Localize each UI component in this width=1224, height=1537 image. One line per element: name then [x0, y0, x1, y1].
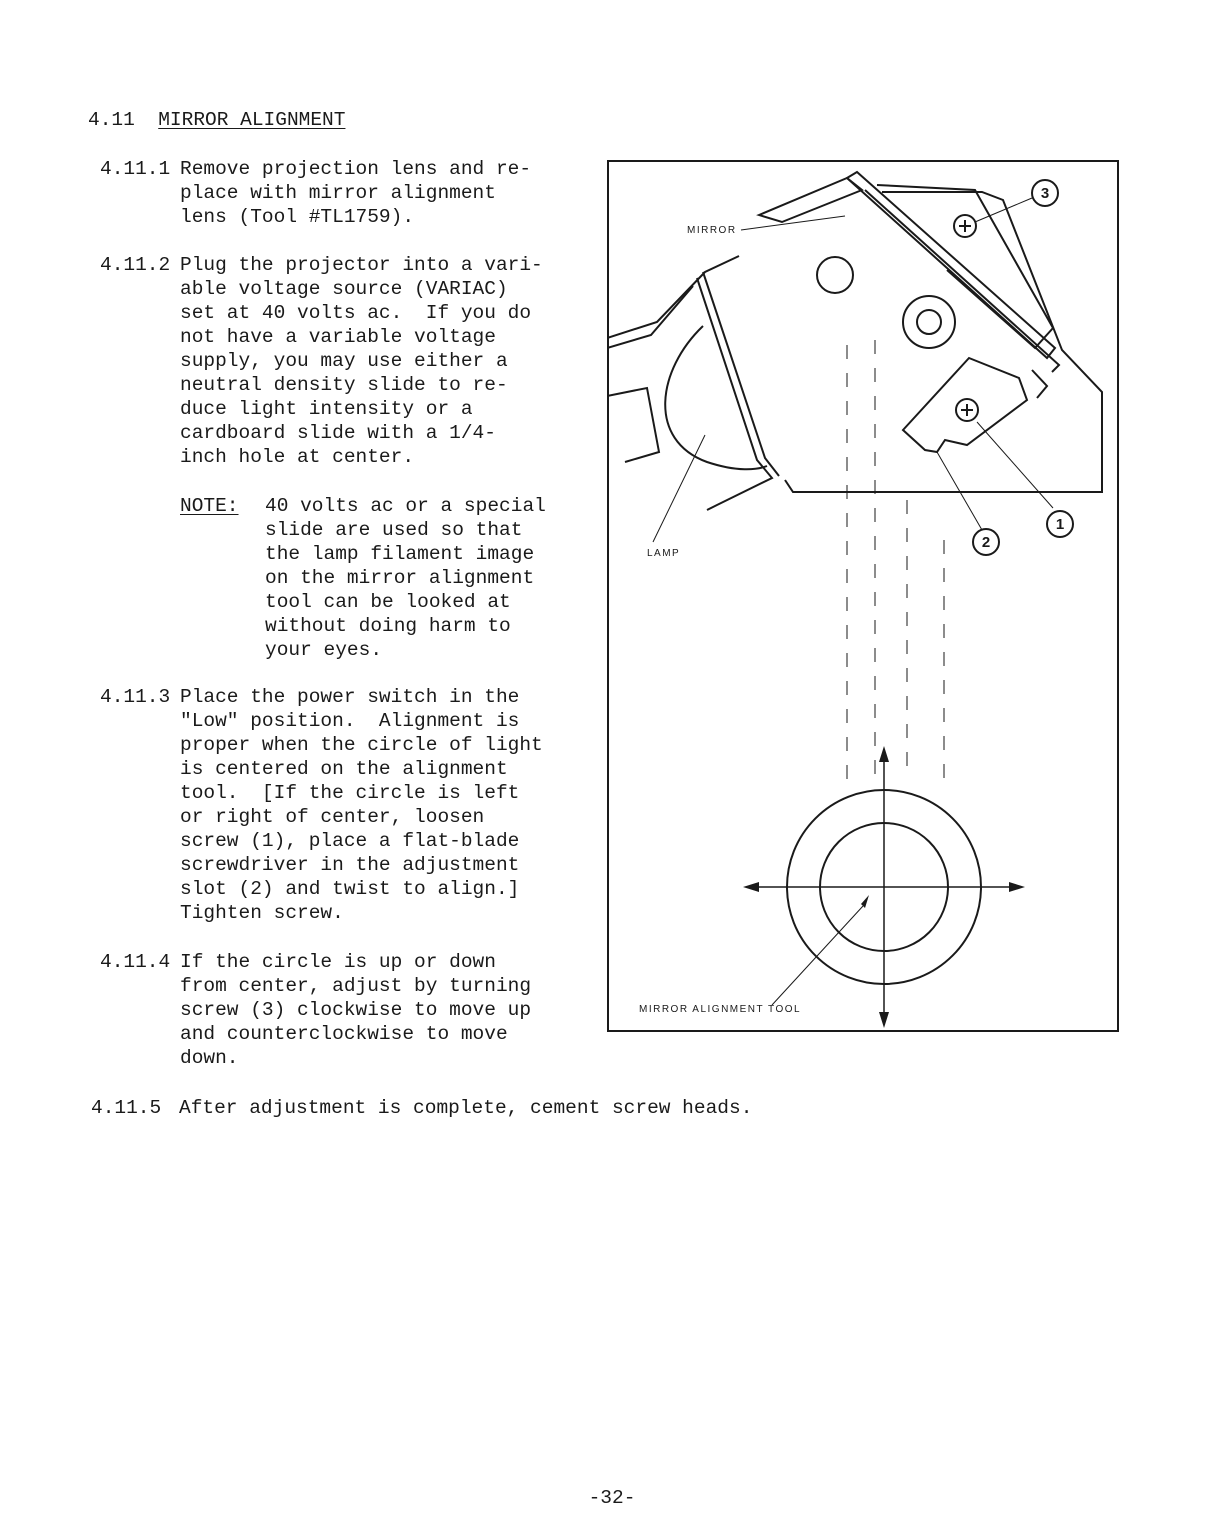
step-line: is centered on the alignment	[180, 758, 508, 780]
step-line: screw (1), place a flat-blade	[180, 830, 520, 852]
callout-1-leader	[977, 422, 1053, 508]
arrow-right	[1009, 882, 1025, 892]
step-line: cardboard slide with a 1/4-	[180, 422, 496, 444]
mirror-alignment-figure	[607, 160, 1119, 1032]
step-line: inch hole at center.	[180, 446, 415, 468]
step-line: Place the power switch in the	[180, 686, 520, 708]
note-text	[265, 494, 585, 662]
step-line: slot (2) and twist to align.]	[180, 878, 520, 900]
step-line: If the circle is up or down	[180, 951, 496, 973]
bracket-hook	[1032, 370, 1047, 398]
tool-leader-arrow	[861, 895, 869, 908]
step-line: from center, adjust by turning	[180, 975, 532, 997]
step-number: 4.11.2	[100, 254, 171, 276]
mirror-label: MIRROR	[687, 225, 737, 236]
section-heading	[88, 108, 345, 132]
lamp-socket	[607, 388, 659, 462]
lamp-rod-inner	[703, 272, 779, 476]
lamp-label: LAMP	[647, 548, 681, 559]
callout-2-text: 2	[981, 534, 991, 551]
lamp-reflector	[665, 326, 767, 469]
lower-bracket	[903, 358, 1027, 452]
arrow-left	[743, 882, 759, 892]
housing-outline	[785, 192, 1102, 492]
step-line: Remove projection lens and re-	[180, 158, 532, 180]
step-line: neutral density slide to re-	[180, 374, 508, 396]
arrow-down	[879, 1012, 889, 1028]
callout-1-text: 1	[1055, 516, 1065, 533]
step-line: Plug the projector into a vari-	[180, 254, 543, 276]
tool-leader	[772, 906, 863, 1005]
lamp-rod	[697, 278, 772, 510]
step-line: screw (3) clockwise to move up	[180, 999, 532, 1021]
note-line: slide are used so that	[265, 519, 523, 541]
step-text	[180, 253, 580, 469]
screw-3-slot	[959, 220, 971, 232]
tool-label: MIRROR ALIGNMENT TOOL	[639, 1004, 802, 1015]
step-number: 4.11.5	[91, 1097, 162, 1119]
step-line: set at 40 volts ac. If you do	[180, 302, 532, 324]
knob	[817, 257, 853, 293]
callout-3-text: 3	[1040, 185, 1050, 202]
arrow-up	[879, 746, 889, 762]
step-line: supply, you may use either a	[180, 350, 508, 372]
page-number: -32-	[588, 1487, 636, 1509]
screw-1-slot	[961, 404, 973, 416]
step-line: down.	[180, 1047, 239, 1069]
step-line: Tighten screw.	[180, 902, 344, 924]
step-number: 4.11.1	[100, 158, 171, 180]
step-text	[180, 950, 580, 1070]
step-line: or right of center, loosen	[180, 806, 485, 828]
note-line: the lamp filament image	[265, 543, 535, 565]
step-text	[180, 157, 580, 229]
light-beam	[847, 340, 944, 780]
section-title: MIRROR ALIGNMENT	[158, 109, 346, 131]
housing-edge	[607, 256, 739, 338]
lamp-leader	[653, 435, 705, 542]
step-line: place with mirror alignment	[180, 182, 496, 204]
note-line: tool can be looked at	[265, 591, 511, 613]
step-text	[180, 685, 580, 925]
step-4-11-5	[91, 1096, 752, 1120]
pulley-inner	[917, 310, 941, 334]
step-line: and counterclockwise to move	[180, 1023, 508, 1045]
step-line: not have a variable voltage	[180, 326, 496, 348]
step-line: proper when the circle of light	[180, 734, 543, 756]
step-text: After adjustment is complete, cement screw heads.	[179, 1097, 753, 1119]
figure-frame	[608, 161, 1118, 1031]
step-line: screwdriver in the adjustment	[180, 854, 520, 876]
step-line: lens (Tool #TL1759).	[180, 206, 415, 228]
step-line: tool. [If the circle is left	[180, 782, 520, 804]
step-number: 4.11.4	[100, 951, 171, 973]
note-label: NOTE:	[180, 495, 239, 517]
step-line: able voltage source (VARIAC)	[180, 278, 508, 300]
step-number: 4.11.3	[100, 686, 171, 708]
step-line: "Low" position. Alignment is	[180, 710, 520, 732]
note-line: on the mirror alignment	[265, 567, 535, 589]
mirror-plate	[847, 172, 1055, 358]
pulley-outer	[903, 296, 955, 348]
note-line: your eyes.	[265, 639, 383, 661]
section-number: 4.11	[88, 109, 135, 131]
step-line: duce light intensity or a	[180, 398, 473, 420]
mirror-bracket	[759, 178, 862, 222]
note-line: 40 volts ac or a special	[265, 495, 546, 517]
note-line: without doing harm to	[265, 615, 511, 637]
figure-drawing	[607, 160, 1119, 1032]
housing-edge-inner	[607, 286, 693, 348]
